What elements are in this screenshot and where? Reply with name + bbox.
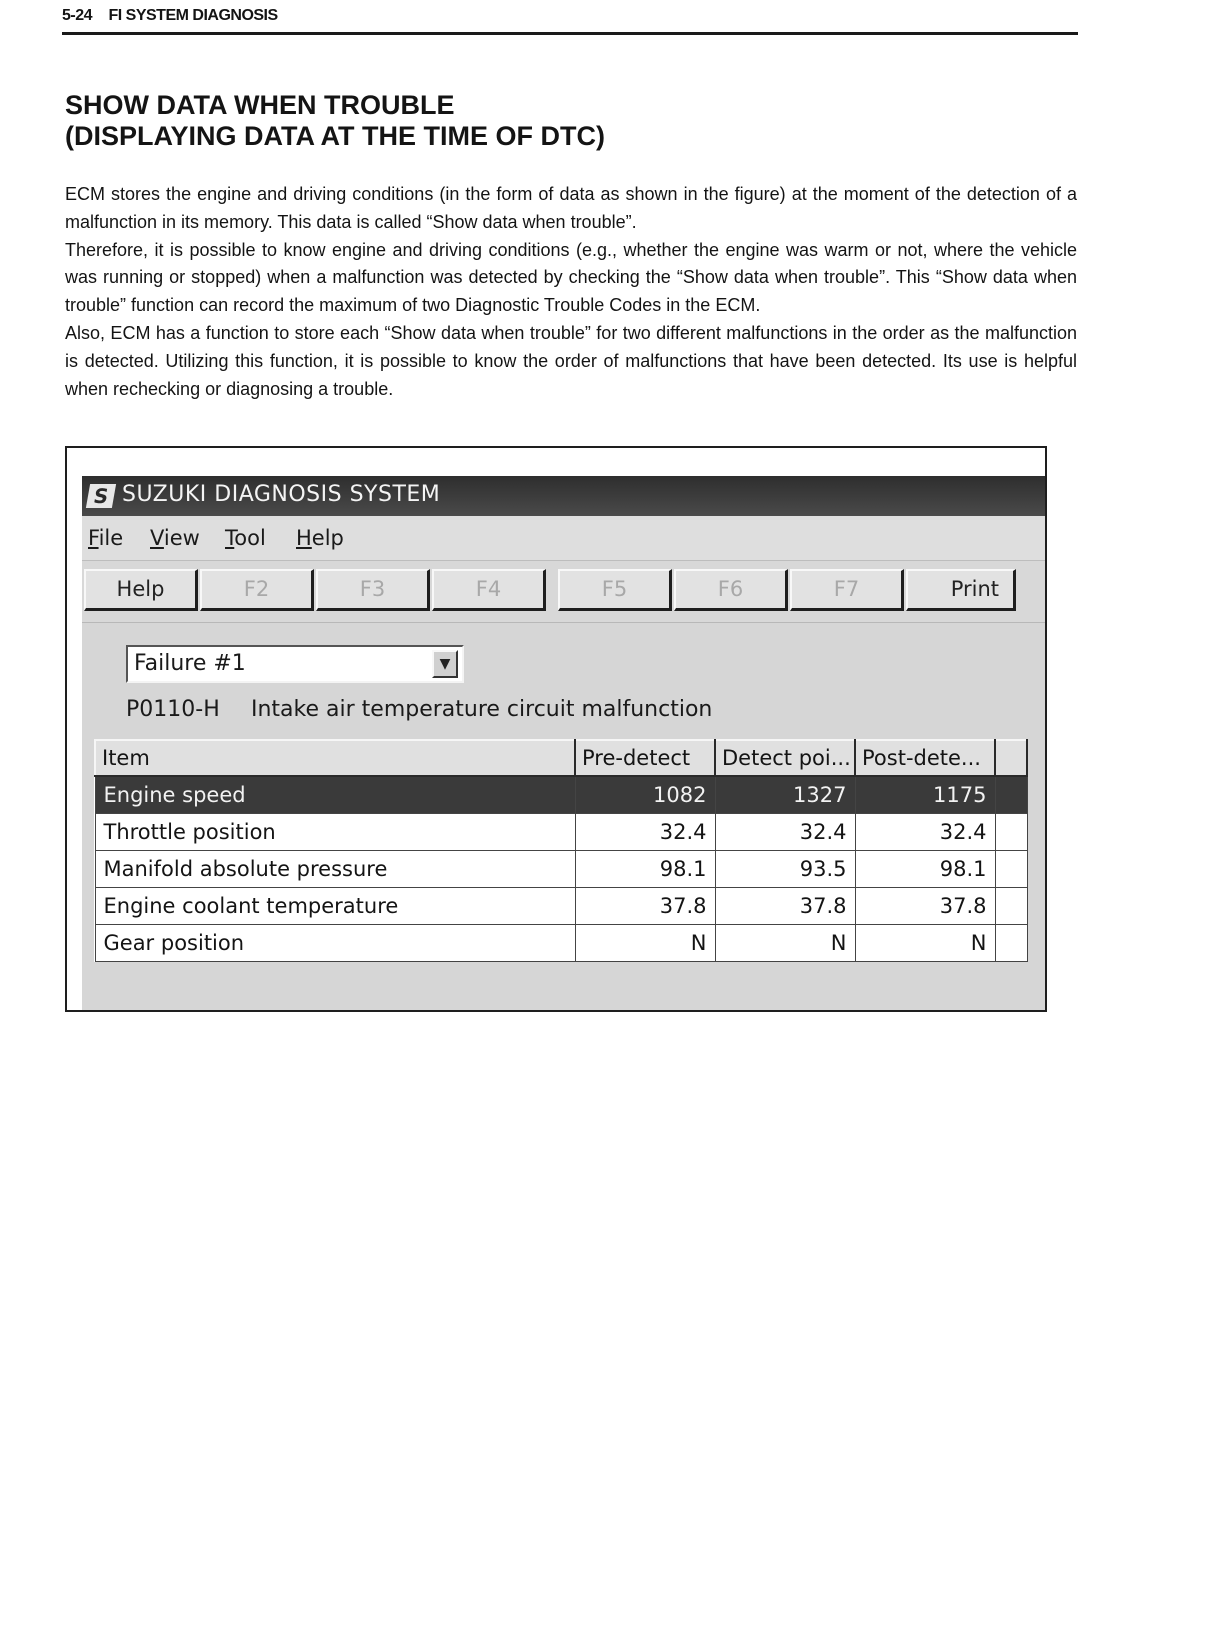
title-line-2: (DISPLAYING DATA AT THE TIME OF DTC) [65, 121, 605, 151]
menu-bar [82, 516, 1047, 560]
help-button[interactable]: Help [84, 569, 198, 611]
sds-screenshot-figure [65, 446, 1047, 1012]
column-header-post-detect[interactable]: Post-dete... [855, 740, 995, 776]
paragraph-2: Therefore, it is possible to know engine and driving conditions (e.g., whether the engine was warm or not, where the vehicle was running or stopped) when a malfunction was detected by checking the “Show data when trouble”. This “Show data when trouble” function can record the maximum of two Diagnostic Trouble Codes in the ECM. [65, 239, 1077, 316]
f2-button[interactable]: F2 [200, 569, 314, 611]
row-post-detect: 37.8 [855, 888, 995, 925]
freeze-frame-table [94, 739, 1028, 962]
title-line-1: SHOW DATA WHEN TROUBLE [65, 90, 455, 120]
menu-file[interactable] [88, 526, 123, 550]
page-number: 5-24 [62, 7, 93, 24]
table-header-row [95, 740, 1027, 776]
menu-view[interactable] [150, 526, 200, 550]
failure-select-value: Failure #1 [134, 651, 246, 676]
menu-tool[interactable] [225, 526, 266, 550]
function-key-toolbar [82, 560, 1047, 623]
row-item: Gear position [95, 925, 575, 962]
sds-window [82, 476, 1047, 1012]
title-bar [82, 476, 1047, 516]
menu-tool-label: ool [234, 526, 266, 550]
content-area [82, 622, 1047, 1012]
row-item: Throttle position [95, 814, 575, 851]
row-pre-detect: N [575, 925, 715, 962]
row-post-detect: N [855, 925, 995, 962]
row-filler [995, 925, 1027, 962]
row-detect-point: N [715, 925, 855, 962]
column-header-pre-detect[interactable]: Pre-detect [575, 740, 715, 776]
menu-tool-accel: T [225, 526, 235, 550]
failure-select[interactable] [126, 645, 464, 683]
column-header-detect-point[interactable]: Detect poi... [715, 740, 855, 776]
table-row[interactable] [95, 776, 1027, 814]
row-post-detect: 98.1 [855, 851, 995, 888]
table-row[interactable] [95, 851, 1027, 888]
chevron-down-icon[interactable]: ▼ [432, 650, 458, 678]
f4-button[interactable]: F4 [432, 569, 546, 611]
menu-file-accel: F [88, 526, 99, 550]
column-header-item[interactable]: Item [95, 740, 575, 776]
row-item: Engine coolant temperature [95, 888, 575, 925]
paragraph-3: Also, ECM has a function to store each “Show data when trouble” for two different malfunctions in the order as the malfunction is detected. Utilizing this function, it is possible to know the order of malfunctions that have been detected. Its use is helpful when rechecking or diagnosing a trouble. [65, 322, 1077, 399]
row-detect-point: 93.5 [715, 851, 855, 888]
row-detect-point: 32.4 [715, 814, 855, 851]
paragraph-1: ECM stores the engine and driving conditions (in the form of data as shown in the figure) at the moment of the detection of a malfunction in its memory. This data is called “Show data when trouble”. [65, 184, 1077, 232]
row-post-detect: 32.4 [855, 814, 995, 851]
page-header [62, 6, 1078, 35]
row-item: Engine speed [95, 776, 575, 814]
dtc-description: Intake air temperature circuit malfunction [251, 697, 713, 722]
row-item: Manifold absolute pressure [95, 851, 575, 888]
row-filler [995, 851, 1027, 888]
dtc-line [126, 697, 712, 722]
print-button[interactable]: Print [906, 569, 1016, 611]
section-title: FI SYSTEM DIAGNOSIS [108, 7, 278, 24]
table-row[interactable] [95, 888, 1027, 925]
row-pre-detect: 98.1 [575, 851, 715, 888]
row-post-detect: 1175 [855, 776, 995, 814]
table-row[interactable] [95, 925, 1027, 962]
f7-button[interactable]: F7 [790, 569, 904, 611]
app-title: SUZUKI DIAGNOSIS SYSTEM [122, 482, 441, 507]
dtc-code: P0110-H [126, 697, 220, 722]
column-header-filler [995, 740, 1027, 776]
row-filler [995, 776, 1027, 814]
menu-view-label: iew [163, 526, 200, 550]
menu-file-label: ile [98, 526, 124, 550]
menu-help[interactable] [296, 526, 344, 550]
suzuki-logo-icon: S [86, 484, 116, 508]
row-pre-detect: 37.8 [575, 888, 715, 925]
row-detect-point: 1327 [715, 776, 855, 814]
menu-view-accel: V [150, 526, 164, 550]
body-text [65, 181, 1077, 403]
f6-button[interactable]: F6 [674, 569, 788, 611]
f3-button[interactable]: F3 [316, 569, 430, 611]
row-pre-detect: 32.4 [575, 814, 715, 851]
f5-button[interactable]: F5 [558, 569, 672, 611]
row-pre-detect: 1082 [575, 776, 715, 814]
row-filler [995, 814, 1027, 851]
menu-help-accel: H [296, 526, 312, 550]
row-filler [995, 888, 1027, 925]
menu-help-label: elp [311, 526, 344, 550]
row-detect-point: 37.8 [715, 888, 855, 925]
table-row[interactable] [95, 814, 1027, 851]
page-title [65, 90, 965, 152]
